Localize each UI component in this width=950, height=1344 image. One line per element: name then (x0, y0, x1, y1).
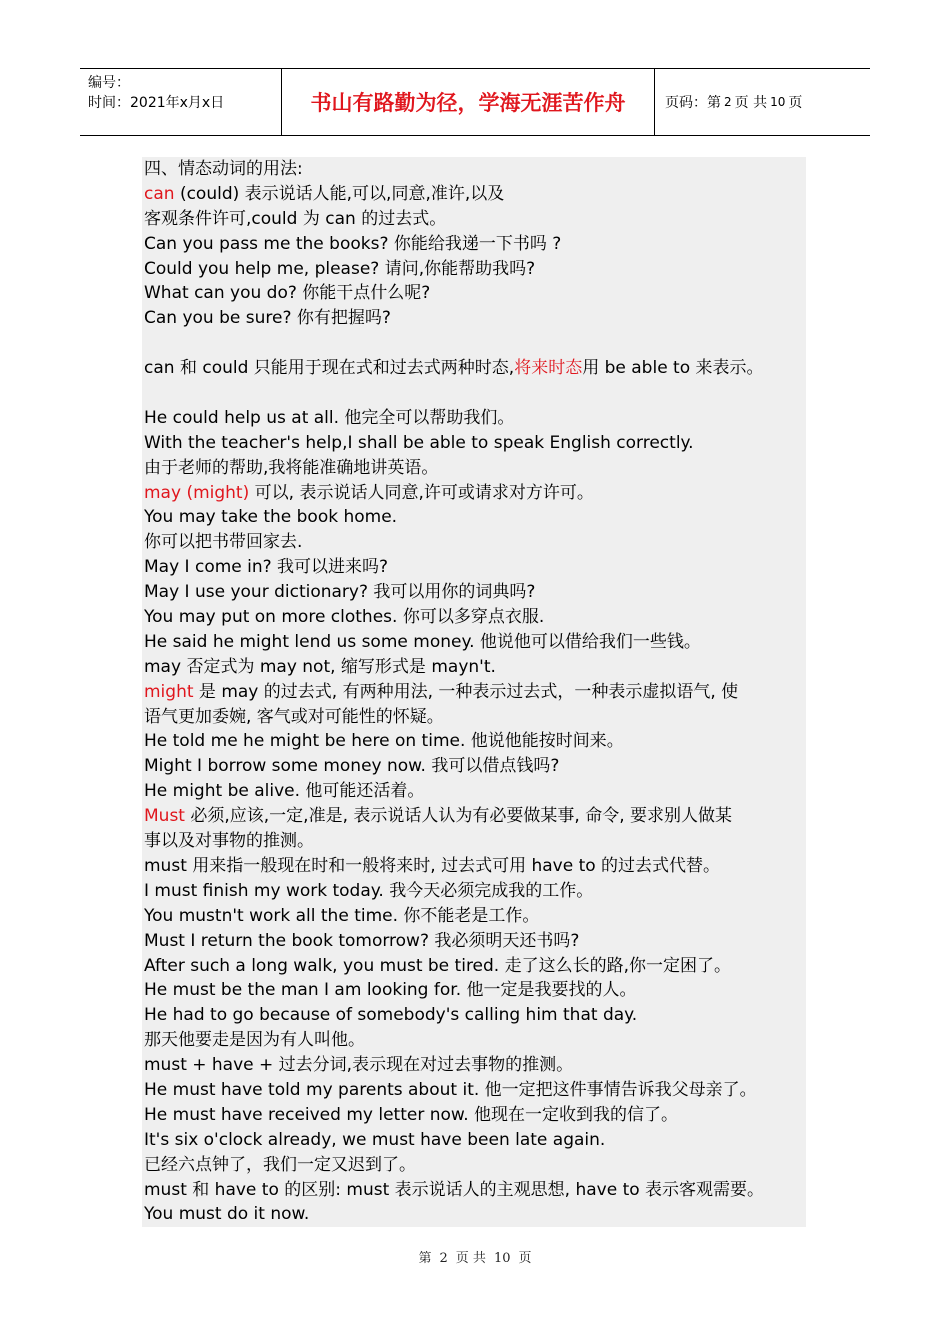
line-text: He had to go because of somebody's calling him that day. (144, 1005, 638, 1026)
line-text: 用 be able to 来表示。 (582, 358, 764, 379)
text-line (144, 854, 806, 879)
line-text: 由于老师的帮助,我将能准确地讲英语。 (144, 457, 439, 478)
highlighted-term: might (144, 681, 194, 702)
text-line (144, 356, 806, 381)
line-text: What can you do? 你能干点什么呢? (144, 283, 431, 304)
footer-total: 10 (493, 1251, 511, 1266)
text-line (144, 754, 806, 779)
text-line (144, 182, 806, 207)
line-text: Must I return the book tomorrow? 我必须明天还书吗? (144, 930, 580, 951)
text-line (144, 456, 806, 481)
line-text: 已经六点钟了，我们一定又迟到了。 (144, 1154, 416, 1175)
line-text: He told me he might be here on time. 他说他能按时间来。 (144, 731, 624, 752)
line-text: With the teacher's help,I shall be able to speak English correctly. (144, 432, 694, 453)
line-text: 事以及对事物的推测。 (144, 831, 314, 852)
page-total: 10 (770, 95, 786, 109)
header-motto: 书山有路勤为径，学海无涯苦作舟 (282, 69, 655, 135)
text-line (144, 804, 806, 829)
line-text: may 否定式为 may not, 缩写形式是 mayn't. (144, 656, 496, 677)
text-line (144, 232, 806, 257)
header-page-info (655, 69, 870, 135)
line-text: You may take the book home. (144, 507, 398, 528)
line-text: He could help us at all. 他完全可以帮助我们。 (144, 407, 515, 428)
line-text: 必须,应该,一定,准是, 表示说话人认为有必要做某事, 命令, 要求别人做某 (184, 806, 733, 827)
page-footer (0, 1247, 950, 1266)
line-text: Can you pass me the books? 你能给我递一下书吗 ? (144, 233, 562, 254)
text-line (144, 1153, 806, 1178)
text-line (144, 1003, 806, 1028)
text-line (144, 1178, 806, 1203)
text-line (144, 729, 806, 754)
text-line (144, 281, 806, 306)
line-text: (could) 表示说话人能,可以,同意,准许,以及 (174, 183, 505, 204)
line-text: I must finish my work today. 我今天必须完成我的工作。 (144, 880, 594, 901)
line-text: He must have received my letter now. 他现在一定收到我的信了。 (144, 1104, 679, 1125)
text-line (144, 306, 806, 331)
text-line (144, 978, 806, 1003)
text-line (144, 257, 806, 282)
text-line (144, 829, 806, 854)
footer-suffix: 页 (518, 1251, 532, 1266)
line-text: 那天他要走是因为有人叫他。 (144, 1030, 365, 1051)
highlighted-term: may (might) (144, 482, 250, 503)
text-line (144, 1128, 806, 1153)
text-line (144, 655, 806, 680)
text-line (144, 1053, 806, 1078)
line-text: It's six o'clock already, we must have been late again. (144, 1129, 606, 1150)
text-line (144, 481, 806, 506)
line-text: 可以, 表示说话人同意,许可或请求对方许可。 (249, 482, 594, 503)
text-line (144, 705, 806, 730)
text-line (144, 555, 806, 580)
serial-label: 编号： (88, 75, 130, 91)
page-prefix: 页码：第 (665, 95, 721, 111)
text-line (144, 1103, 806, 1128)
text-line (144, 406, 806, 431)
line-text: 你可以把书带回家去. (144, 532, 303, 553)
text-line (144, 1028, 806, 1053)
line-text: must + have + 过去分词,表示现在对过去事物的推测。 (144, 1055, 574, 1076)
line-text: must 和 have to 的区别: must 表示说话人的主观思想, have to 表示客观需要。 (144, 1179, 765, 1200)
text-line (144, 580, 806, 605)
line-text: He must be the man I am looking for. 他一定是我要找的人。 (144, 980, 637, 1001)
footer-mid: 页 共 (455, 1251, 486, 1266)
line-text: You mustn't work all the time. 你不能老是工作。 (144, 905, 540, 926)
line-text: Can you be sure? 你有把握吗? (144, 308, 391, 329)
text-line (144, 431, 806, 456)
text-line (144, 605, 806, 630)
text-line (144, 954, 806, 979)
line-text: He said he might lend us some money. 他说他可以借给我们一些钱。 (144, 631, 701, 652)
text-line (144, 331, 806, 356)
text-line (144, 904, 806, 929)
highlighted-term: 将来时态 (514, 358, 583, 379)
page-mid: 页 共 (734, 95, 768, 111)
text-line (144, 157, 806, 182)
line-text: 是 may 的过去式, 有两种用法, 一种表示过去式，一种表示虚拟语气, 使 (193, 681, 739, 702)
text-line (144, 879, 806, 904)
page-current: 2 (724, 95, 732, 109)
text-line (144, 505, 806, 530)
text-line (144, 530, 806, 555)
document-body (142, 157, 806, 1227)
line-text: After such a long walk, you must be tired. 走了这么长的路,你一定困了。 (144, 955, 732, 976)
line-text: He must have told my parents about it. 他一定把这件事情告诉我父母亲了。 (144, 1079, 757, 1100)
line-text: Might I borrow some money now. 我可以借点钱吗? (144, 756, 560, 777)
highlighted-term: can (144, 183, 175, 204)
line-text: You may put on more clothes. 你可以多穿点衣服. (144, 607, 545, 628)
text-line (144, 207, 806, 232)
line-text: 客观条件许可,could 为 can 的过去式。 (144, 208, 447, 229)
text-line (144, 779, 806, 804)
line-text: He might be alive. 他可能还活着。 (144, 781, 425, 802)
text-line (144, 630, 806, 655)
line-text: can 和 could 只能用于现在式和过去式两种时态, (144, 358, 515, 379)
line-text: May I come in? 我可以进来吗? (144, 557, 389, 578)
highlighted-term: Must (144, 806, 185, 827)
text-line (144, 680, 806, 705)
text-line (144, 381, 806, 406)
header-meta (80, 69, 282, 135)
line-text: You must do it now. (144, 1204, 310, 1225)
text-line (144, 929, 806, 954)
line-text: 语气更加委婉, 客气或对可能性的怀疑。 (144, 706, 444, 727)
line-text: May I use your dictionary? 我可以用你的词典吗? (144, 582, 536, 603)
footer-prefix: 第 (418, 1251, 432, 1266)
page-header (80, 68, 870, 136)
text-line (144, 1078, 806, 1103)
line-text: 四、情态动词的用法: (144, 159, 303, 179)
page-suffix: 页 (788, 95, 803, 111)
date-label: 时间：2021年x月x日 (88, 95, 225, 111)
text-line (144, 1202, 806, 1227)
line-text: must 用来指一般现在时和一般将来时, 过去式可用 have to 的过去式代替。 (144, 855, 721, 876)
line-text: Could you help me, please? 请问,你能帮助我吗? (144, 258, 536, 279)
footer-current: 2 (439, 1251, 448, 1266)
